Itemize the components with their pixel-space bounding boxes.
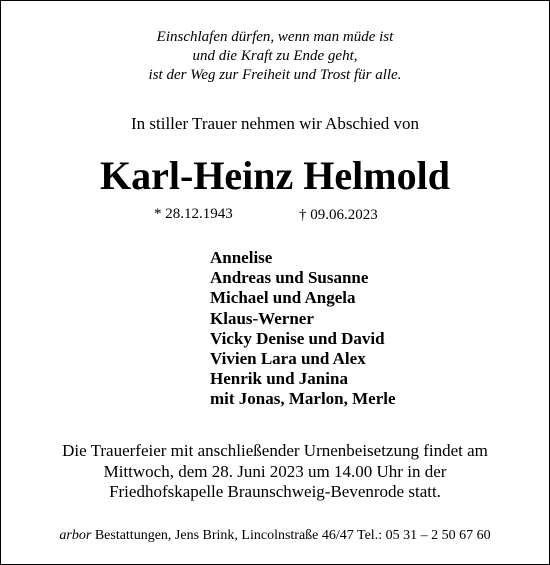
mourner-item: Andreas und Susanne bbox=[210, 268, 369, 288]
mourner-item: Vicky Denise und David bbox=[210, 328, 385, 348]
mourner-item: Michael und Angela bbox=[210, 288, 356, 308]
poem-line: Einschlafen dürfen, wenn man müde ist bbox=[156, 29, 394, 45]
poem-line: und die Kraft zu Ende geht, bbox=[192, 48, 358, 64]
intro-text: In stiller Trauer nehmen wir Abschied von bbox=[130, 114, 419, 133]
service-line: Mittwoch, dem 28. Juni 2023 um 14.00 Uhr in der bbox=[103, 461, 447, 481]
poem-line: ist der Weg zur Freiheit und Trost für alle. bbox=[148, 67, 402, 83]
deceased-name: Karl-Heinz Helmold bbox=[100, 153, 450, 198]
funeral-home-brand: arbor bbox=[59, 528, 92, 543]
death-date: † 09.06.2023 bbox=[299, 207, 378, 223]
birth-date: * 28.12.1943 bbox=[154, 206, 233, 222]
mourners-list bbox=[210, 248, 396, 410]
mourner-item: Henrik und Janina bbox=[210, 369, 348, 389]
funeral-home-footer bbox=[0, 527, 550, 545]
mourner-item: Vivien Lara und Alex bbox=[210, 349, 366, 369]
mourner-item: mit Jonas, Marlon, Merle bbox=[210, 389, 396, 409]
mourner-item: Klaus-Werner bbox=[210, 308, 314, 328]
mourner-item: Annelise bbox=[210, 248, 273, 267]
service-line: Die Trauerfeier mit anschließender Urnenbeisetzung findet am bbox=[62, 441, 488, 460]
funeral-home-details: Bestattungen, Jens Brink, Lincolnstraße 46/47 Tel.: 05 31 – 2 50 67 60 bbox=[94, 528, 491, 543]
poem bbox=[0, 28, 550, 85]
service-line: Friedhofskapelle Braunschweig-Bevenrode statt. bbox=[109, 482, 441, 501]
service-info bbox=[0, 441, 550, 503]
